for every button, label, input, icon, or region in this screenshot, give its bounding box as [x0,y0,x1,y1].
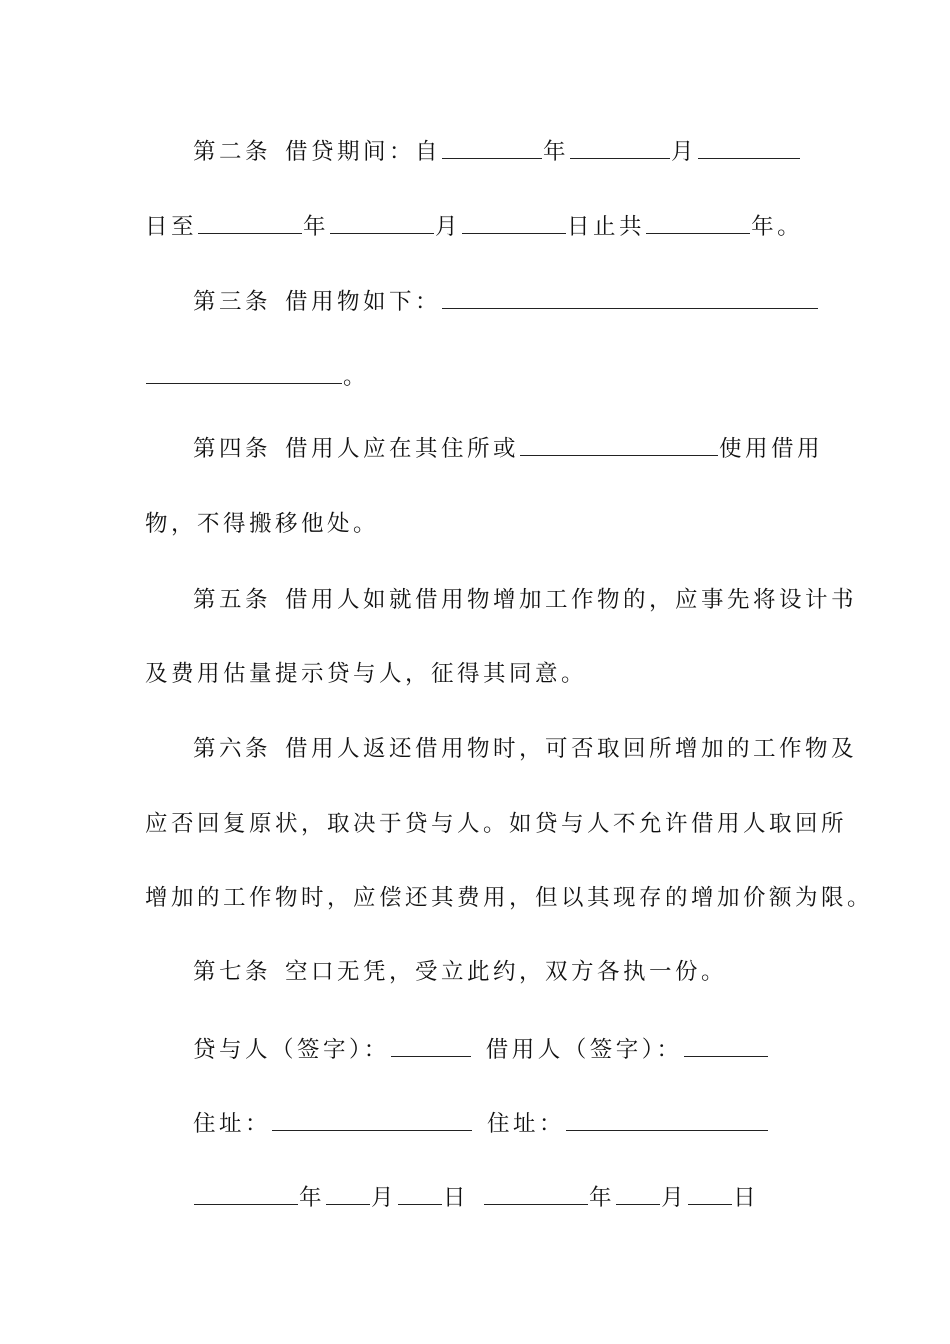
borrower-sign-blank [684,1034,768,1057]
lender-day-blank [398,1182,442,1205]
month-char: 月 [661,1185,688,1211]
article6-label: 第六条 [193,736,272,762]
article5-line1 [193,584,858,616]
lender-sign-label: 贷与人（签字）： [193,1037,390,1063]
article3-label: 第三条 [193,289,272,315]
end-month-blank [330,211,434,234]
article5-text: 借用人如就借用物增加工作物的，应事先将设计书 [285,587,858,613]
start-year-blank [442,136,542,159]
total-years-blank [646,211,750,234]
start-day-blank [698,136,800,159]
article2-line1 [193,136,810,168]
date-line [193,1182,810,1214]
borrowed-item-blank-cont [146,361,342,384]
article6-line2: 应否回复原状，取决于贷与人。如贷与人不允许借用人取回所 [145,811,848,837]
article2-line2 [145,211,810,243]
borrower-address-label: 住址： [487,1111,566,1137]
use-location-blank [520,433,718,456]
article7-label: 第七条 [193,959,272,985]
year-char: 年 [303,214,330,240]
day-char: 日 [733,1185,760,1211]
article3-line1 [193,286,810,318]
borrower-sign-label: 借用人（签字）： [485,1037,683,1063]
years-end-text: 年。 [751,214,804,240]
article7-text: 空口无凭，受立此约，双方各执一份。 [285,959,728,985]
end-year-blank [198,211,302,234]
article4-text-after: 使用借用 [719,436,824,462]
article6-line3: 增加的工作物时，应偿还其费用，但以其现存的增加价额为限。 [145,885,874,911]
article2-label: 第二条 [193,139,272,165]
article6-line1 [193,733,858,765]
article6-text: 借用人返还借用物时，可否取回所增加的工作物及 [285,736,858,762]
lender-address-label: 住址： [193,1111,272,1137]
month-char: 月 [435,214,462,240]
borrower-year-blank [484,1182,588,1205]
day-to-text: 日至 [145,214,198,240]
address-line [193,1108,810,1140]
lender-address-blank [272,1108,472,1131]
article4-line1 [193,433,824,465]
article3-text: 借用物如下： [285,289,442,315]
lender-sign-blank [391,1034,471,1057]
article5-label: 第五条 [193,587,272,613]
month-char: 月 [671,139,698,165]
lender-month-blank [326,1182,370,1205]
month-char: 月 [371,1185,398,1211]
article3-end: 。 [343,364,370,390]
year-char: 年 [299,1185,326,1211]
day-end-text: 日止共 [567,214,646,240]
article4-label: 第四条 [193,436,272,462]
year-char: 年 [543,139,570,165]
article7-line [193,956,810,988]
borrower-day-blank [688,1182,732,1205]
article3-line2 [145,361,810,393]
end-day-blank [462,211,566,234]
article5-line2: 及费用估量提示贷与人，征得其同意。 [145,661,588,687]
article4-text: 借用人应在其住所或 [285,436,520,462]
article4-line2: 物，不得搬移他处。 [145,511,380,537]
lender-year-blank [194,1182,298,1205]
borrower-address-blank [566,1108,768,1131]
borrowed-item-blank [442,286,818,309]
borrower-month-blank [616,1182,660,1205]
article2-text: 借贷期间：自 [285,139,442,165]
signature-line [193,1034,810,1066]
year-char: 年 [589,1185,616,1211]
day-char: 日 [443,1185,470,1211]
start-month-blank [570,136,670,159]
